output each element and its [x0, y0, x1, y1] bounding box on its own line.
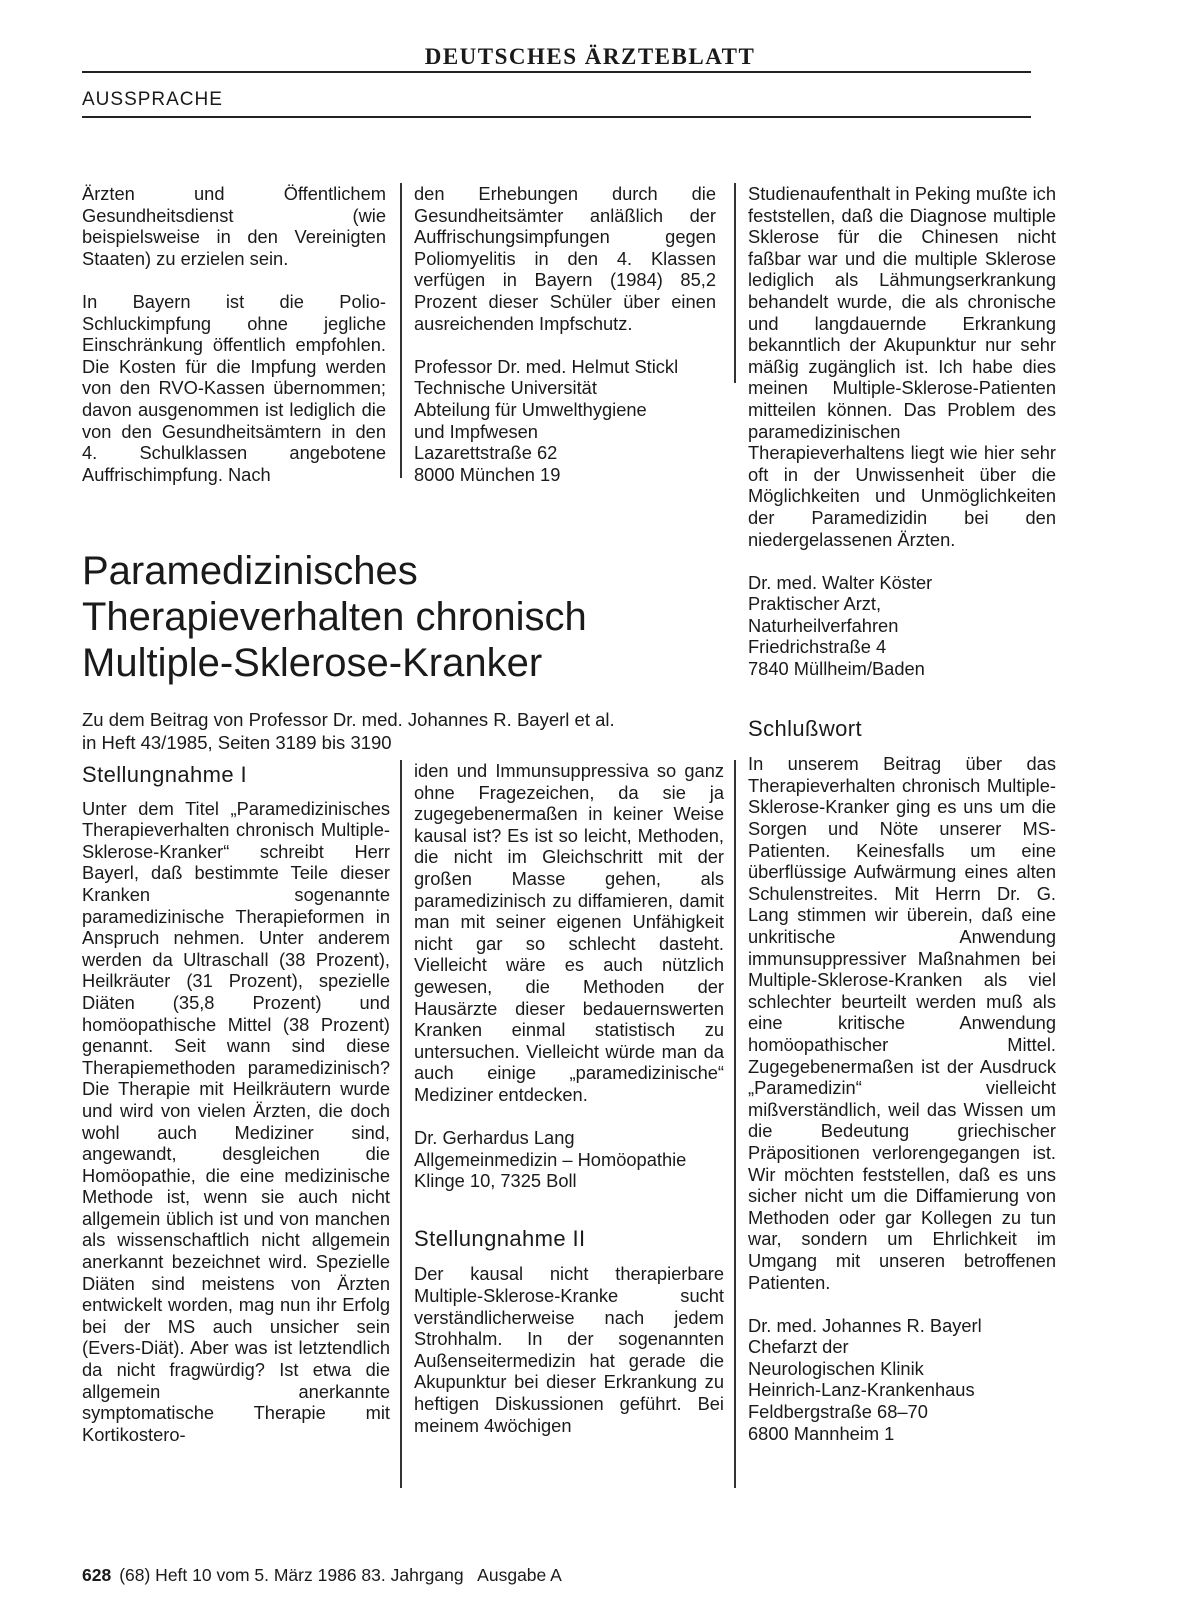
- column-divider: [734, 760, 736, 1488]
- paragraph: den Erhebungen durch die Gesundheitsämter anläßlich der Auffrischungsimpfungen gegen Poliomyelitis in den 4. Klassen verfügen in Bayern (1984) 85,2 Prozent dieser Schüler über einen ausreichenden Impfschutz.: [414, 183, 716, 334]
- column-divider: [400, 183, 402, 478]
- top-col2: [414, 183, 716, 507]
- page-number: 628: [82, 1565, 112, 1585]
- column-divider: [734, 183, 736, 383]
- paragraph: Unter dem Titel „Paramedizinisches Therapieverhalten chronisch Multiple-Sklerose-Kranker“ schreibt Herr Bayerl, daß bestimmte Teile dieser Kranken sogenannte paramedizinische Therapieformen in Anspruch nehmen. Unter anderem werden da Ultraschall (38 Prozent), Heilkräuter (31 Prozent), spezielle Diäten (35,8 Prozent) und homöopathische Mittel (38 Prozent) genannt. Seit wann sind diese Therapiemethoden paramedizinisch? Die Therapie mit Heilkräutern wurde und wird von vielen Ärzten, die doch wohl auch Mediziner sind, angewandt, desgleichen die Homöopathie, die eine medizinische Methode ist, wenn sie auch nicht allgemein üblich ist und von manchen als wissenschaftlich nicht allgemein anerkannt bezeichnet wird. Spezielle Diäten sind meistens von Ärzten entwickelt worden, mag nun ihr Erfolg bei der MS auch unsicher sein (Evers-Diät). Aber was ist letztendlich da nicht fragwürdig? Ist etwa die allgemein anerkannte symptomatische Therapie mit Kortikostero-: [82, 797, 390, 1445]
- heading-stellungnahme-2: Stellungnahme II: [414, 1225, 586, 1251]
- issue-info: (68) Heft 10 vom 5. März 1986 83. Jahrgang Ausgabe A: [119, 1565, 562, 1585]
- article-title: Paramedizinisches Therapieverhalten chronisch Multiple-Sklerose-Kranker: [82, 549, 587, 685]
- paragraph: Studienaufenthalt in Peking mußte ich feststellen, daß die Diagnose multiple Sklerose für die Chinesen nicht faßbar war und die multiple Sklerose lediglich als Lähmungserkrankung behandelt wurde, die als chronische und langdauernde Erkrankung bekanntlich der Akupunktur nur sehr mäßig zugänglich ist. Ich habe dies meinen Multiple-Sklerose-Patienten mitteilen können. Das Problem des paramedizinischen Therapieverhaltens liegt wie hier sehr oft in der Unwissenheit über die Möglichkeiten und Unmöglichkeiten der Paramedizidin bei den niedergelassenen Ärzten.: [748, 183, 1056, 550]
- section-label: AUSSPRACHE: [82, 89, 223, 110]
- paragraph: Der kausal nicht therapierbare Multiple-Sklerose-Kranke sucht verständlicherweise nach jedem Strohhalm. In der sogenannten Außenseitermedizin hat gerade die Akupunktur bei dieser Erkrankung zu heftigen Diskussionen geführt. Bei meinem 4wöchigen: [414, 1263, 724, 1436]
- article-subtitle: Zu dem Beitrag von Professor Dr. med. Johannes R. Bayerl et al. in Heft 43/1985, Seiten 3189 bis 3190: [82, 709, 615, 753]
- paragraph: In unserem Beitrag über das Therapieverhalten chronisch Multiple-Sklerose-Kranker ging es uns um die Sorgen und Nöte unserer MS-Patienten. Keinesfalls um eine überflüssige Aufwärmung eines alten Schulenstreites. Mit Herrn Dr. G. Lang stimmen wir überein, daß eine unkritische Anwendung immunsuppressiver Maßnahmen bei Multiple-Sklerose-Kranken als viel schlechter beurteilt werden muß als eine kritische Anwendung homöopathischer Mittel. Zugegebenermaßen ist der Ausdruck „Paramedizin“ vielleicht mißverständlich, weil das Wissen um die Bedeutung griechischer Präpositionen verlorengegangen ist. Wir möchten feststellen, daß es uns sicher nicht um die Diffamierung von Methoden oder gar Kollegen zu tun war, sondern um Ehrlichkeit im Umgang mit unseren betroffenen Patienten.: [748, 753, 1056, 1293]
- heading-schlusswort: Schlußwort: [748, 715, 863, 741]
- author-address: Dr. med. Johannes R. Bayerl Chefarzt der Neurologischen Klinik Heinrich-Lanz-Krankenhaus Feldbergstraße 68–70 6800 Mannheim 1: [748, 1314, 982, 1444]
- paragraph: iden und Immunsuppressiva so ganz ohne Fragezeichen, da sie ja zugegebenermaßen in keiner Weise kausal ist? Es ist so leicht, Methoden, die nicht im Gleichschritt mit der großen Masse gehen, als paramedizinisch zu diffamieren, damit man mit seiner eigenen Unfähigkeit nicht gar so schlecht dasteht. Vielleicht wäre es auch nützlich gewesen, die Methoden der Hausärzte dieser bedauernswerten Kranken einmal statistisch zu untersuchen. Vielleicht würde man da auch einige „paramedizinische“ Mediziner entdecken.: [414, 760, 724, 1105]
- top-col1: [82, 183, 386, 507]
- author-address: Professor Dr. med. Helmut Stickl Technische Universität Abteilung für Umwelthygiene und Impfwesen Lazarettstraße 62 8000 München 19: [414, 355, 679, 485]
- stellung1-col1: [82, 764, 390, 1467]
- heading-stellungnahme-1: Stellungnahme I: [82, 762, 247, 787]
- stellung1-col2: [414, 760, 724, 1458]
- masthead-rule: [82, 71, 1031, 73]
- author-address: Dr. Gerhardus Lang Allgemeinmedizin – Homöopathie Klinge 10, 7325 Boll: [414, 1127, 687, 1192]
- page-footer: [82, 1565, 562, 1586]
- right-column: [748, 183, 1056, 1466]
- column-divider: [400, 760, 402, 1488]
- paragraph: Ärzten und Öffentlichem Gesundheitsdienst (wie beispielsweise in den Vereinigten Staaten) zu erzielen sein.: [82, 183, 386, 269]
- paragraph: In Bayern ist die Polio-Schluckimpfung ohne jegliche Einschränkung öffentlich empfohlen. Die Kosten für die Impfung werden von den RVO-Kassen übernommen; davon ausgenommen ist lediglich die von den Gesundheitsämtern in den 4. Schulklassen angebotene Auffrischimpfung. Nach: [82, 290, 386, 485]
- author-address: Dr. med. Walter Köster Praktischer Arzt, Naturheilverfahren Friedrichstraße 4 7840 Müllheim/Baden: [748, 571, 933, 680]
- masthead: DEUTSCHES ÄRZTEBLATT: [424, 44, 756, 69]
- section-rule: [82, 116, 1031, 118]
